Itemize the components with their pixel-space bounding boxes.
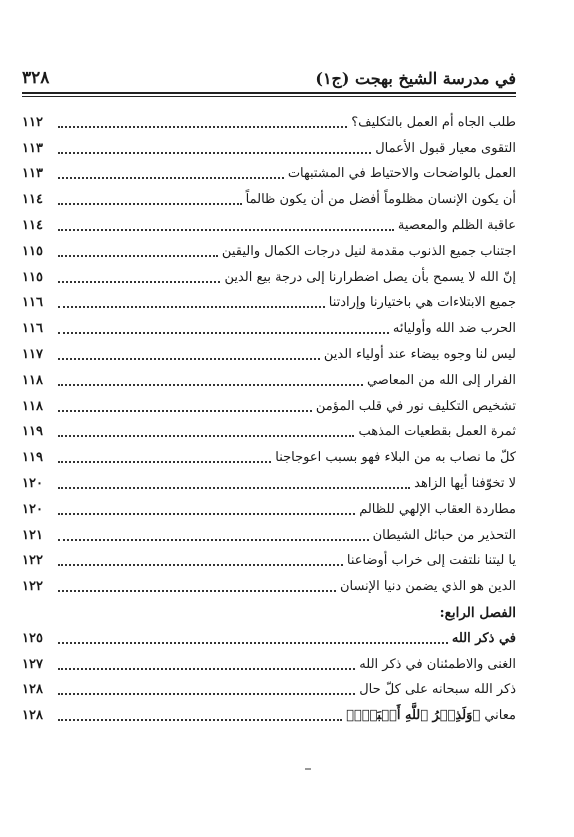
toc-entry-title: مطاردة العقاب الإلهي للظالم — [359, 501, 516, 517]
dot-leader — [58, 152, 371, 154]
dot-leader — [58, 384, 363, 386]
toc-entry — [22, 467, 516, 493]
toc-entry — [22, 674, 516, 700]
toc-entry-title: الفرار إلى الله من المعاصي — [366, 372, 516, 388]
toc-entry — [22, 338, 516, 364]
toc-entry-title: اجتناب جميع الذنوب مقدمة لنيل درجات الكمال واليقين — [221, 243, 516, 259]
toc-page-number: ١١٨ — [22, 372, 43, 388]
dot-leader — [58, 255, 218, 257]
dot-leader — [58, 719, 342, 721]
toc-page-number: ١٢٢ — [22, 579, 43, 595]
toc-entry — [22, 312, 516, 338]
dot-leader — [58, 306, 325, 308]
toc-entry-title: ليس لنا وجوه بيضاء عند أولياء الدين — [323, 346, 516, 362]
toc-entry — [22, 235, 516, 261]
dot-leader — [58, 332, 389, 334]
quran-quote: ﴿وَلَذِكۡرُ ٱللَّهِ أَكۡبَرُۗ﴾ — [346, 708, 481, 724]
toc-page-number: ١٢٢ — [22, 553, 43, 569]
header-rule-thin — [22, 96, 516, 97]
toc-entry — [22, 158, 516, 184]
toc-page-number: ١١٤ — [22, 217, 43, 233]
toc-entry — [22, 183, 516, 209]
running-title: في مدرسة الشيخ بهجت (ج١) — [315, 69, 516, 88]
dot-leader — [58, 435, 354, 437]
toc-page-number: ١٢٠ — [22, 475, 43, 491]
toc-page-number: ١١٩ — [22, 450, 43, 466]
toc-entry — [22, 519, 516, 545]
toc-page-number: ١١٦ — [22, 321, 43, 337]
toc-page-number: ١١٥ — [22, 243, 43, 259]
dot-leader — [58, 358, 320, 360]
toc-page-number: ١٢٠ — [22, 501, 43, 517]
toc-page-number: ١١٢ — [22, 114, 43, 130]
dot-leader — [58, 203, 242, 205]
toc-entry-title: لا تخوّفنا أيها الزاهد — [414, 475, 516, 491]
toc-entry — [22, 390, 516, 416]
toc-entry — [22, 648, 516, 674]
toc-entry-title: الغنى والاطمئنان في ذكر الله — [359, 656, 516, 672]
dot-leader — [58, 126, 347, 128]
toc-page-number: ١١٣ — [22, 166, 43, 182]
toc-entry — [22, 570, 516, 596]
toc-page-number: ١٢٨ — [22, 708, 43, 724]
toc-page-number: ١٢٧ — [22, 656, 43, 672]
toc-page-number: ١١٦ — [22, 295, 43, 311]
toc-entry-title: الحرب ضد الله وأوليائه — [392, 321, 516, 337]
dot-leader — [58, 229, 394, 231]
toc-entry-prefix: معاني — [480, 708, 516, 724]
dot-leader — [58, 564, 343, 566]
toc-entry-title: الدين هو الذي يضمن دنيا الإنسان — [339, 579, 516, 595]
toc-entry — [22, 209, 516, 235]
toc-entry-title: كلّ ما نصاب به من البلاء فهو بسبب اعوجاجنا — [275, 450, 516, 466]
toc-entry — [22, 493, 516, 519]
table-of-contents — [22, 106, 516, 725]
toc-page-number: ١١٤ — [22, 192, 43, 208]
chapter-title-entry — [22, 622, 516, 648]
dot-leader — [58, 281, 220, 283]
toc-entry-title: أن يكون الإنسان مظلوماً أفضل من أن يكون ظالماً — [245, 192, 516, 208]
toc-entry — [22, 132, 516, 158]
toc-entry-title: إنّ الله لا يسمح بأن يصل اضطرارنا إلى درجة بيع الدين — [224, 269, 516, 285]
toc-page-number: ١١٧ — [22, 346, 43, 362]
toc-page-number: ١١٥ — [22, 269, 43, 285]
chapter-label: الفصل الرابع: — [439, 604, 516, 621]
toc-entry-title: جميع الابتلاءات هي باختيارنا وإرادتنا — [328, 295, 516, 311]
toc-entry — [22, 261, 516, 287]
toc-entry-title: التحذير من حبائل الشيطان — [372, 527, 516, 543]
toc-page-number: ١١٣ — [22, 140, 43, 156]
toc-entry — [22, 441, 516, 467]
toc-entry — [22, 287, 516, 313]
header-rule-thick — [22, 92, 516, 94]
page-header — [22, 58, 516, 88]
dot-leader — [58, 693, 355, 695]
toc-page-number: ١٢٥ — [22, 630, 43, 646]
page-speck — [305, 768, 311, 770]
dot-leader — [58, 539, 369, 541]
toc-page-number: ١١٩ — [22, 424, 43, 440]
dot-leader — [58, 513, 355, 515]
toc-page-number: ١١٨ — [22, 398, 43, 414]
toc-entry-title: تشخيص التكليف نور في قلب المؤمن — [315, 398, 516, 414]
toc-page-number: ١٢٨ — [22, 682, 43, 698]
page-number: ٣٢٨ — [22, 68, 50, 88]
toc-page-number: ١٢١ — [22, 527, 43, 543]
toc-entry — [22, 106, 516, 132]
toc-entry-title: التقوى معيار قبول الأعمال — [375, 140, 516, 156]
toc-entry-title: العمل بالواضحات والاحتياط في المشتبهات — [287, 166, 516, 182]
toc-entry — [22, 416, 516, 442]
toc-entry-title: ذكر الله سبحانه على كلّ حال — [359, 682, 516, 698]
chapter-heading — [22, 596, 516, 622]
toc-entry — [22, 699, 516, 725]
dot-leader — [58, 642, 448, 644]
toc-entry-title: طلب الجاه أم العمل بالتكليف؟ — [351, 114, 516, 130]
dot-leader — [58, 461, 271, 463]
dot-leader — [58, 410, 312, 412]
toc-entry-title: عاقبة الظلم والمعصية — [397, 217, 516, 233]
dot-leader — [58, 487, 410, 489]
toc-entry-title: ثمرة العمل بقطعيات المذهب — [358, 424, 516, 440]
dot-leader — [58, 590, 336, 592]
dot-leader — [58, 177, 284, 179]
dot-leader — [58, 668, 355, 670]
chapter-title: في ذكر الله — [451, 630, 516, 646]
toc-entry — [22, 364, 516, 390]
toc-entry — [22, 545, 516, 571]
toc-entry-title: يا ليتنا نلتفت إلى خراب أوضاعنا — [346, 553, 516, 569]
toc-entry-title — [346, 707, 516, 725]
